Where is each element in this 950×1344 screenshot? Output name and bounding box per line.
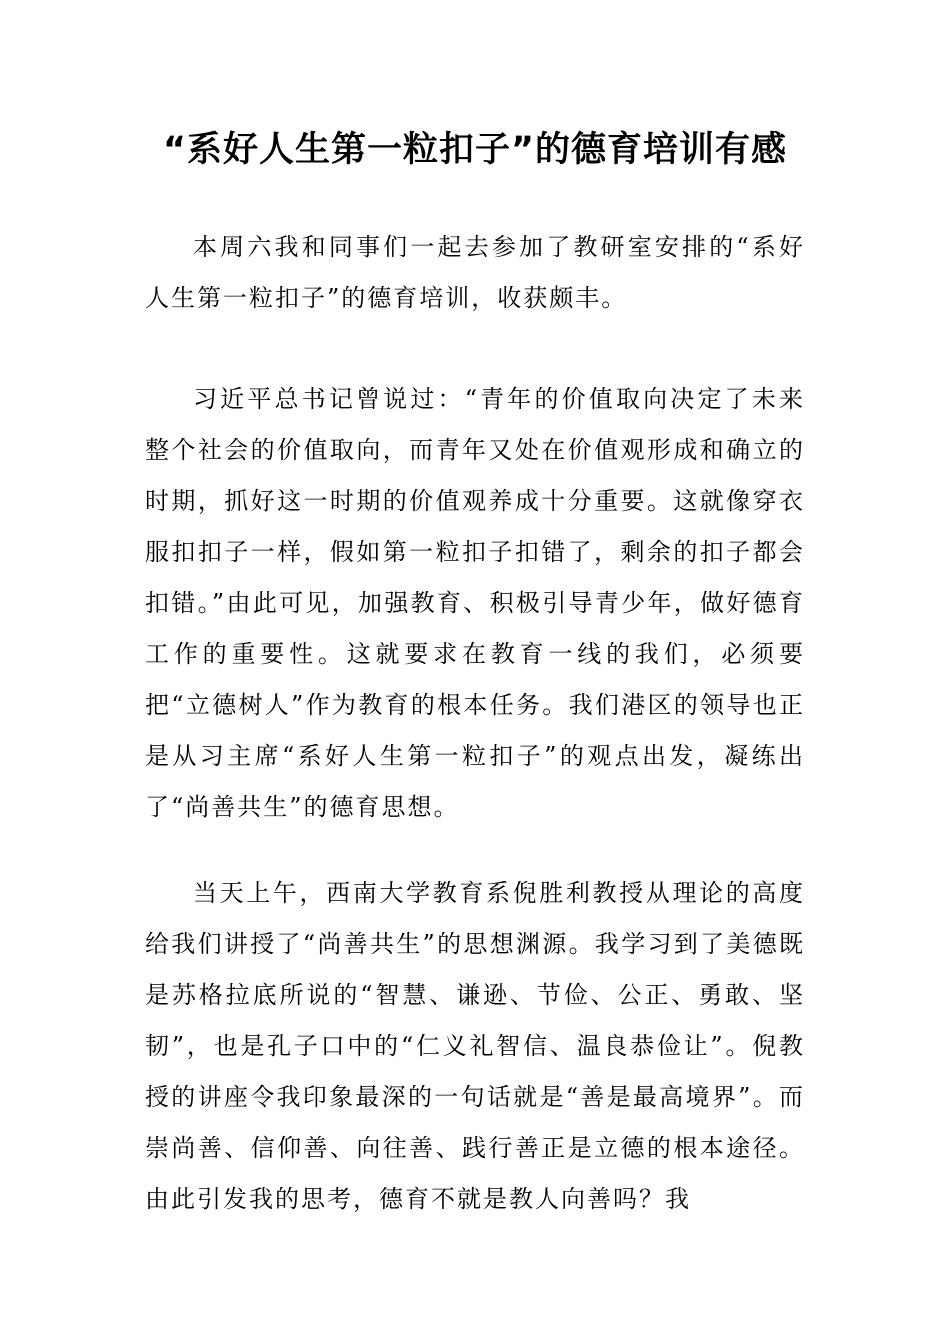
paragraph-3: 当天上午，西南大学教育系倪胜利教授从理论的高度给我们讲授了“尚善共生”的思想渊源。我学习到了美德既是苏格拉底所说的“智慧、谦逊、节俭、公正、勇敢、坚韧”，也是孔子口中的“仁义礼智信、温良恭俭让”。倪教授的讲座令我印象最深的一句话就是“善是最高境界”。而崇尚善、信仰善、向往善、践行善正是立德的根本途径。由此引发我的思考，德育不就是教人向善吗？我 (145, 879, 805, 1213)
document-title: “系好人生第一粒扣子”的德育培训有感 (162, 130, 787, 170)
paragraph-1: 本周六我和同事们一起去参加了教研室安排的“系好人生第一粒扣子”的德育培训，收获颇丰。 (145, 233, 805, 312)
paragraph-2: 习近平总书记曾说过：“青年的价值取向决定了未来整个社会的价值取向，而青年又处在价值观形成和确立的时期，抓好这一时期的价值观养成十分重要。这就像穿衣服扣扣子一样，假如第一粒扣子扣错了，剩余的扣子都会扣错。”由此可见，加强教育、积极引导青少年，做好德育工作的重要性。这就要求在教育一线的我们，必须要把“立德树人”作为教育的根本任务。我们港区的领导也正是从习主席“系好人生第一粒扣子”的观点出发，凝练出了“尚善共生”的德育思想。 (145, 385, 805, 821)
